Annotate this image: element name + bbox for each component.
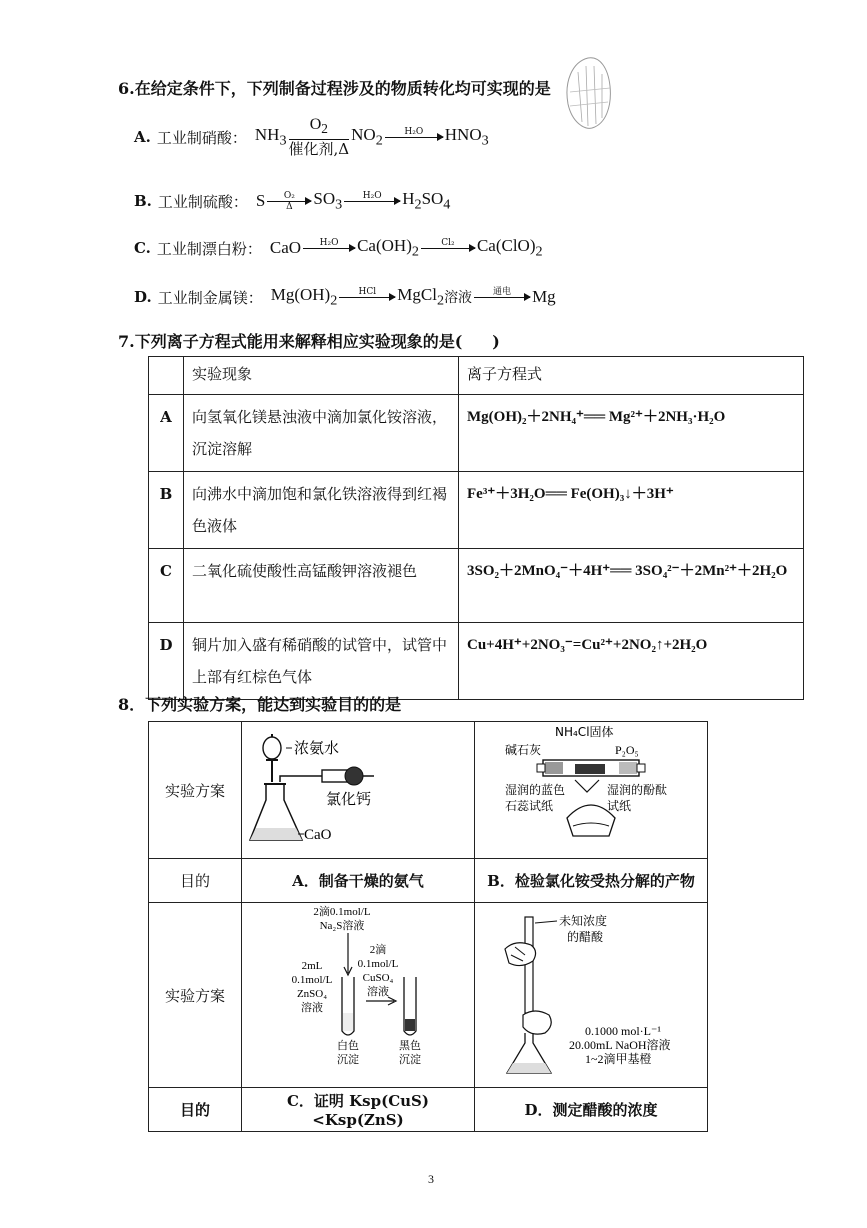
q6-option-c: C. 工业制漂白粉： CaO H₂O $Ca(OH)_2$ Cl₂ $Ca(ClO)_2$ [134,235,543,260]
table-row: A 向氢氧化镁悬浊液中滴加氯化铵溶液，沉淀溶解 Mg(OH)₂＋2NH₄⁺══ Mg²⁺＋2NH₃·H₂O [149,395,804,472]
q6-title: 6.在给定条件下，下列制备过程涉及的物质转化均可实现的是 [118,79,551,98]
page-number: 3 [428,1172,434,1186]
svg-text:0.1000 mol·L⁻¹: 0.1000 mol·L⁻¹ [585,1024,661,1038]
reaction-arrow: HCl [339,287,395,308]
decorative-sketch-icon [558,52,618,134]
svg-text:溶液: 溶液 [367,986,389,998]
svg-text:2滴0.1mol/L: 2滴0.1mol/L [313,906,371,918]
svg-text:试纸: 试纸 [607,799,632,813]
table-row: C 二氧化硫使酸性高锰酸钾溶液褪色 3SO₂＋2MnO₄⁻＋4H⁺══ 3SO₄²⁻＋2Mn²⁺＋2H₂O [149,549,804,623]
figure-a-cell [242,722,475,859]
reaction-arrow: H₂O [344,191,400,212]
svg-text:20.00mL NaOH溶液: 20.00mL NaOH溶液 [569,1038,671,1052]
svg-text:白色: 白色 [337,1040,359,1052]
svg-text:沉淀: 沉淀 [337,1054,359,1066]
reaction-arrow: 通电 [474,287,530,308]
svg-text:碱石灰: 碱石灰 [505,743,542,757]
reaction-arrow: O₂ Δ [267,191,311,212]
purpose-a: A．制备干燥的氨气 [242,859,475,903]
reaction-arrow: H₂O [385,127,443,148]
svg-text:2滴: 2滴 [369,944,387,956]
figure-d-cell [475,903,708,1088]
q7-table [148,356,804,700]
figure-c-cell [242,903,475,1088]
table-header-row: 实验现象 离子方程式 [149,357,804,395]
svg-text:黑色: 黑色 [399,1040,421,1052]
svg-text:石蕊试纸: 石蕊试纸 [505,799,554,813]
svg-text:的醋酸: 的醋酸 [567,930,604,944]
q6-option-a: A. 工业制硝酸： $NH_3$ $\frac{O_2}{\text{催化剂,Δ}}$ $NO_2$ H₂O $HNO_3$ [134,116,489,158]
row-label: 目的 [149,859,242,903]
ammonium-chloride-decomposition-figure [475,722,707,858]
svg-text:NH₄Cl固体: NH₄Cl固体 [555,725,614,739]
purpose-b: B．检验氯化铵受热分解的产物 [475,859,708,903]
q7-title: 7.下列离子方程式能用来解释相应实验现象的是( ) [118,332,500,351]
svg-text:CuSO₄: CuSO₄ [362,972,394,984]
reaction-arrow: H₂O [303,238,355,259]
svg-text:湿润的蓝色: 湿润的蓝色 [505,783,566,797]
svg-text:CaO: CaO [304,827,332,843]
q6-option-b: B. 工业制硫酸： S O₂ Δ $SO_3$ H₂O $H_2SO_4$ [134,188,451,213]
svg-text:0.1mol/L: 0.1mol/L [357,958,399,970]
table-row: D 铜片加入盛有稀硝酸的试管中，试管中上部有红棕色气体 Cu+4H⁺+2NO₃⁻=Cu²⁺+2NO₂↑+2H₂O [149,623,804,700]
q8-title: 8．下列实验方案，能达到实验目的的是 [118,695,402,714]
table-row: B 向沸水中滴加饱和氯化铁溶液得到红褐色液体 Fe³⁺＋3H₂O══ Fe(OH)₃↓＋3H⁺ [149,472,804,549]
svg-text:0.1mol/L: 0.1mol/L [291,974,333,986]
svg-text:沉淀: 沉淀 [399,1054,421,1066]
row-label: 实验方案 [149,903,242,1088]
titration-figure [475,903,707,1087]
label: 浓氨水 [294,739,340,757]
row-label: 目的 [149,1088,242,1132]
svg-text:ZnSO₄: ZnSO₄ [296,988,328,1000]
svg-text:未知浓度: 未知浓度 [559,914,608,928]
row-label: 实验方案 [149,722,242,859]
precipitation-test-tube-figure [242,903,474,1087]
svg-text:Na₂S溶液: Na₂S溶液 [319,920,365,932]
q6-option-d: D. 工业制金属镁： $Mg(OH)_2$ HCl MgCl$_2$ 溶液 通电 Mg [134,284,556,309]
q8-table [148,721,708,1132]
svg-text:氯化钙: 氯化钙 [326,790,372,808]
svg-text:P₂O₅: P₂O₅ [615,743,639,757]
svg-text:1~2滴甲基橙: 1~2滴甲基橙 [585,1052,652,1066]
figure-b-cell [475,722,708,859]
svg-text:湿润的酚酞: 湿润的酚酞 [607,783,668,797]
ammonia-apparatus-figure [242,722,474,858]
svg-text:溶液: 溶液 [301,1002,323,1014]
reaction-condition: $\frac{O_2}{\text{催化剂,Δ}}$ [288,116,350,158]
purpose-d: D．测定醋酸的浓度 [475,1088,708,1132]
reaction-arrow: Cl₂ [421,238,475,259]
svg-text:2mL: 2mL [301,960,323,972]
purpose-c: C．证明 Ksp(CuS)<Ksp(ZnS) [242,1088,475,1132]
